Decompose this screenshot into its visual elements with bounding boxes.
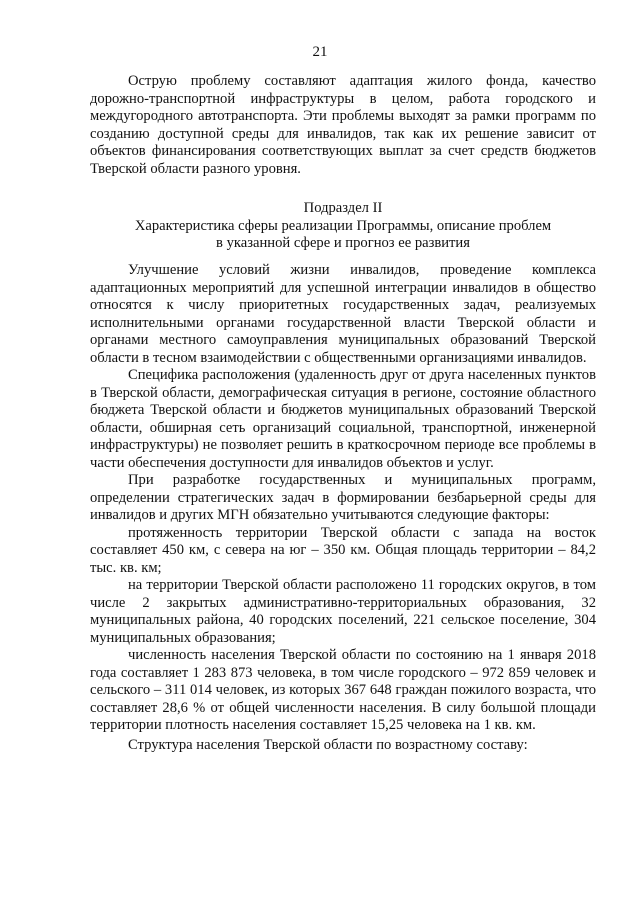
- intro-block: [90, 73, 596, 178]
- body-paragraph: численность населения Тверской области по состоянию на 1 января 2018 года составляет 1 283 873 человека, в том числе городского – 972 859 человек и сельского – 311 014 человек, из которых 367 648 граждан пожилого возраста, что составляет 28,6 % от общей численности населения. В силу большой площади территории плотность населения составляет 15,25 человека на 1 кв. км.: [90, 647, 596, 733]
- section-title: Подраздел II: [303, 200, 383, 216]
- page-number: 21: [312, 44, 328, 60]
- body-paragraph: Специфика расположения (удаленность друг от друга населенных пунктов в Тверской области, демографическая ситуация в регионе, состояние областного бюджета Тверской области и бюджетов муниципальных образований Тверской области, обширная сеть организаций социальной, транспортной, инженерной инфраструктуры) не позволяет решить в краткосрочном периоде все проблемы в части обеспечения доступности для инвалидов объектов и услуг.: [90, 367, 596, 471]
- body-paragraph: Улучшение условий жизни инвалидов, проведение комплекса адаптационных мероприятий для успешной интеграции инвалидов в общество относятся к числу приоритетных государственных задач, реализуемых исполнительными органами государственной власти Тверской области и органами местного самоуправления муниципальных образований Тверской области в тесном взаимодействии с общественными организациями инвалидов.: [90, 262, 596, 366]
- body-paragraph: протяженность территории Тверской области с запада на восток составляет 450 км, с севера на юг – 350 км. Общая площадь территории – 84,2 тыс. кв. км;: [90, 524, 596, 576]
- body-paragraph: При разработке государственных и муниципальных программ, определении стратегических задач в формировании безбарьерной среды для инвалидов и других МГН обязательно учитываются следующие факторы:: [90, 472, 596, 523]
- section-body: [90, 262, 596, 754]
- section-heading: [90, 200, 596, 253]
- body-paragraph: на территории Тверской области расположено 11 городских округов, в том числе 2 закрытых административно-территориальных образования, 32 муниципальных района, 40 городских поселений, 221 сельское поселение, 304 муниципальных образования;: [90, 577, 596, 646]
- section-subtitle-line2: в указанной сфере и прогноз ее развития: [216, 235, 470, 251]
- body-paragraph: Структура населения Тверской области по возрастному составу:: [128, 736, 528, 753]
- intro-paragraph: Острую проблему составляют адаптация жилого фонда, качество дорожно-транспортной инфраструктуры в целом, работа городского и междугородного автотранспорта. Эти проблемы выходят за рамки программ по созданию доступной среды для инвалидов, так как их решение зависит от объектов финансирования соответствующих выплат за счет средств бюджетов Тверской области разного уровня.: [90, 73, 596, 177]
- section-subtitle-line1: Характеристика сферы реализации Программы, описание проблем: [134, 217, 552, 234]
